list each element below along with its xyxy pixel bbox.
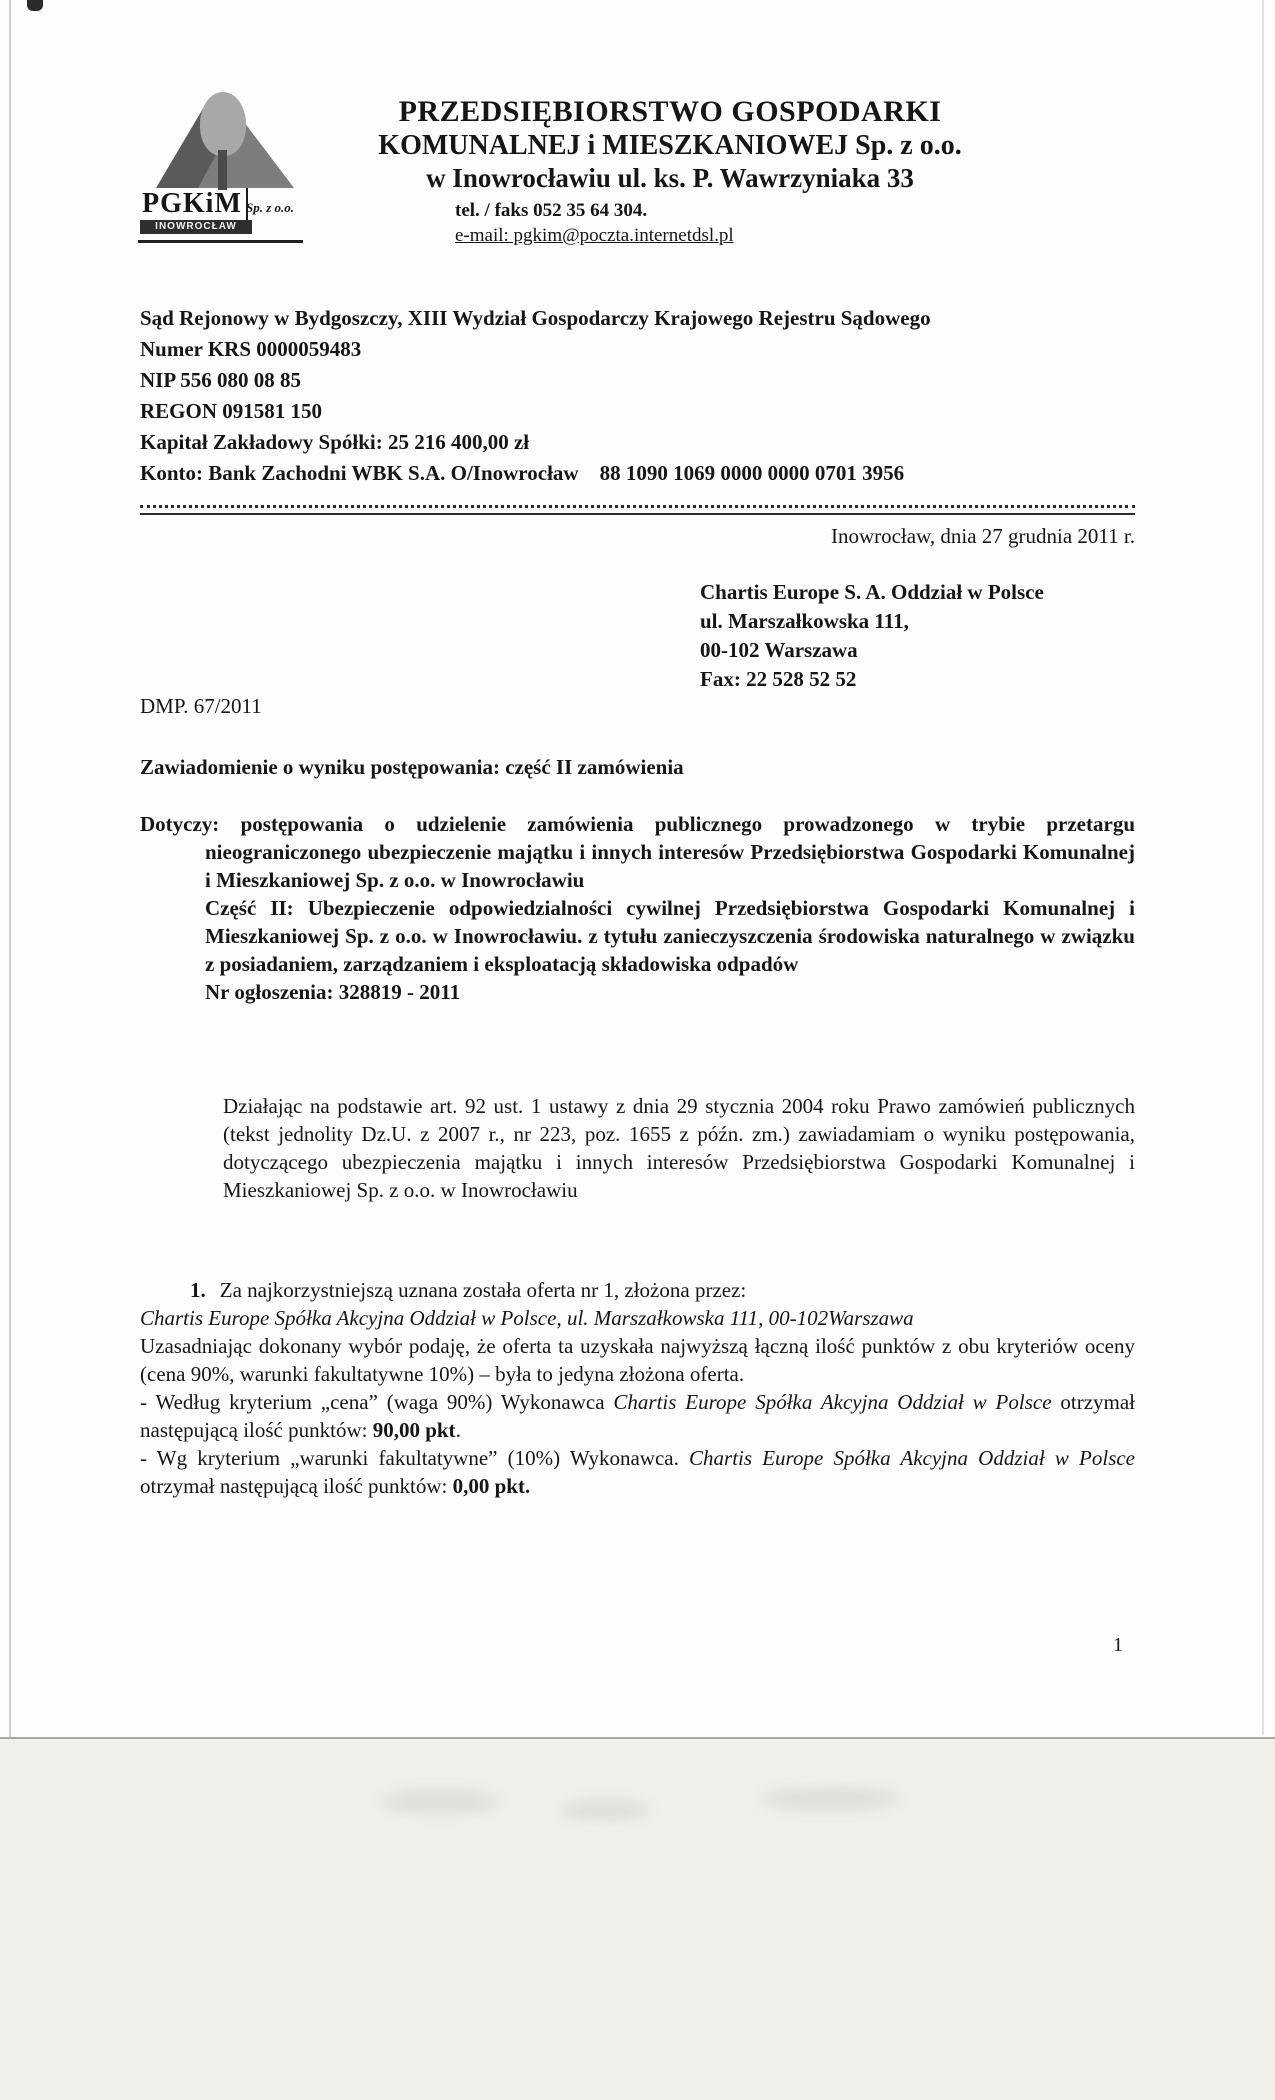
letter-subject-heading: Zawiadomienie o wyniku postępowania: część II zamówienia xyxy=(140,755,684,779)
criterion-price-company: Chartis Europe Spółka Akcyjna Oddział w Polsce xyxy=(613,1390,1052,1414)
scan-right-edge xyxy=(1262,0,1264,1735)
company-address-line: w Inowrocławiu ul. ks. P. Wawrzyniaka 33 xyxy=(426,163,914,193)
criterion-optional-middle: otrzymał następującą ilość punktów: xyxy=(140,1474,453,1498)
part-two-paragraph: Część II: Ubezpieczenie odpowiedzialności cywilnej Przedsiębiorstwa Gospodarki Komunalnej i Mieszkaniowej Sp. z o.o. w Inowrocławiu. z tytułu zanieczyszczenia środowiska naturalnego w związku z posiadaniem, zarządzaniem i eksploatacją składowiska odpadów xyxy=(205,896,1135,976)
scan-smudge xyxy=(560,1799,650,1821)
date-line: Inowrocław, dnia 27 grudnia 2011 r. xyxy=(830,524,1135,548)
criterion-price-points: 90,00 pkt xyxy=(372,1418,456,1442)
scan-smudge xyxy=(760,1787,900,1811)
letterhead xyxy=(340,95,1000,248)
registry-nip-line: NIP 556 080 08 85 xyxy=(140,368,302,392)
registry-krs-line: Numer KRS 0000059483 xyxy=(140,337,362,361)
logo-tree-trunk-icon xyxy=(218,150,227,190)
justification-paragraph: Uzasadniając dokonany wybór podaję, że oferta ta uzyskała najwyższą łączną ilość punktów z obu kryteriów oceny (cena 90%, warunki fakultatywne 10%) – była to jedyna złożona oferta. xyxy=(140,1334,1135,1386)
criterion-optional-prefix: - Wg kryterium „warunki fakultatywne” (10%) Wykonawca. xyxy=(140,1446,690,1470)
scan-bottom-band xyxy=(0,1737,1275,2100)
regarding-section xyxy=(140,810,1135,1006)
registry-court-line: Sąd Rejonowy w Bydgoszczy, XIII Wydział Gospodarczy Krajowego Rejestru Sądowego xyxy=(140,306,931,330)
legal-basis-paragraph: Działając na podstawie art. 92 ust. 1 ustawy z dnia 29 stycznia 2004 roku Prawo zamówień publicznych (tekst jednolity Dz.U. z 2007 r., nr 223, poz. 1655 z późn. zm.) zawiadamiam o wyniku postępowania, dotyczącego ubezpieczenia majątku i innych interesów Przedsiębiorstwa Gospodarki Komunalnej i Mieszkaniowej Sp. z o.o. w Inowrocławiu xyxy=(223,1094,1135,1202)
logo-suffix: Sp. z o.o. xyxy=(246,200,295,215)
legal-basis-section xyxy=(223,1092,1135,1204)
registry-bank-account-line: Konto: Bank Zachodni WBK S.A. O/Inowrocław 88 1090 1069 0000 0000 0701 3956 xyxy=(140,461,905,485)
criterion-price-suffix: . xyxy=(455,1418,461,1442)
recipient-fax: Fax: 22 528 52 52 xyxy=(700,667,857,691)
criterion-optional-points: 0,00 pkt. xyxy=(452,1474,531,1498)
logo-acronym: PGKiM xyxy=(142,188,248,220)
results-section xyxy=(140,1276,1135,1500)
scan-corner-mark xyxy=(27,0,43,11)
recipient-street: ul. Marszałkowska 111, xyxy=(700,609,909,633)
criterion-optional-line xyxy=(140,1444,1135,1500)
criterion-price-middle: otrzymał następującą ilość punktów: xyxy=(140,1390,1136,1442)
registry-capital-line: Kapitał Zakładowy Spółki: 25 216 400,00 zł xyxy=(140,430,530,454)
company-name-line2: KOMUNALNEJ i MIESZKANIOWEJ Sp. z o.o. xyxy=(378,130,962,161)
page-number: 1 xyxy=(1113,1634,1123,1656)
notice-number-line: Nr ogłoszenia: 328819 - 2011 xyxy=(205,980,461,1004)
criterion-optional-company: Chartis Europe Spółka Akcyjna Oddział w Polsce xyxy=(689,1446,1136,1470)
reference-number: DMP. 67/2011 xyxy=(140,694,262,718)
logo-underline-rule xyxy=(138,240,303,243)
company-name-line1: PRZEDSIĘBIORSTWO GOSPODARKI xyxy=(398,95,942,128)
logo-tree-icon xyxy=(200,92,246,156)
recipient-city: 00-102 Warszawa xyxy=(700,638,858,662)
criterion-price-prefix: - Według kryterium „cena” (waga 90%) Wykonawca xyxy=(140,1390,614,1414)
recipient-address-block xyxy=(700,578,1170,694)
company-registry-block xyxy=(140,303,1140,489)
company-phone: tel. / faks 052 35 64 304. xyxy=(455,200,648,221)
regarding-label: Dotyczy: xyxy=(140,812,220,836)
winning-bidder-line: Chartis Europe Spółka Akcyjna Oddział w Polsce, ul. Marszałkowska 111, 00-102Warszawa xyxy=(140,1306,914,1330)
logo-city-banner: INOWROCŁAW xyxy=(140,220,252,234)
regarding-paragraph xyxy=(140,810,1135,894)
company-email: e-mail: pgkim@poczta.internetdsl.pl xyxy=(455,225,734,246)
result-item-1 xyxy=(190,1276,1135,1304)
recipient-name: Chartis Europe S. A. Oddział w Polsce xyxy=(700,580,1044,604)
criterion-price-line xyxy=(140,1388,1135,1444)
result-item-text: Za najkorzystniejszą uznana została oferta nr 1, złożona przez: xyxy=(219,1278,747,1302)
regarding-text: postępowania o udzielenie zamówienia publicznego prowadzonego w trybie przetargu nieograniczonego ubezpieczenie majątku i innych interesów Przedsiębiorstwa Gospodarki Komunalnej i Mieszkaniowej Sp. z o.o. w Inowrocławiu xyxy=(205,812,1135,892)
scan-smudge xyxy=(380,1789,500,1815)
registry-regon-line: REGON 091581 150 xyxy=(140,399,323,423)
result-item-number: 1. xyxy=(190,1278,206,1302)
company-logo xyxy=(138,92,313,247)
dotted-separator-rule xyxy=(140,505,1135,515)
